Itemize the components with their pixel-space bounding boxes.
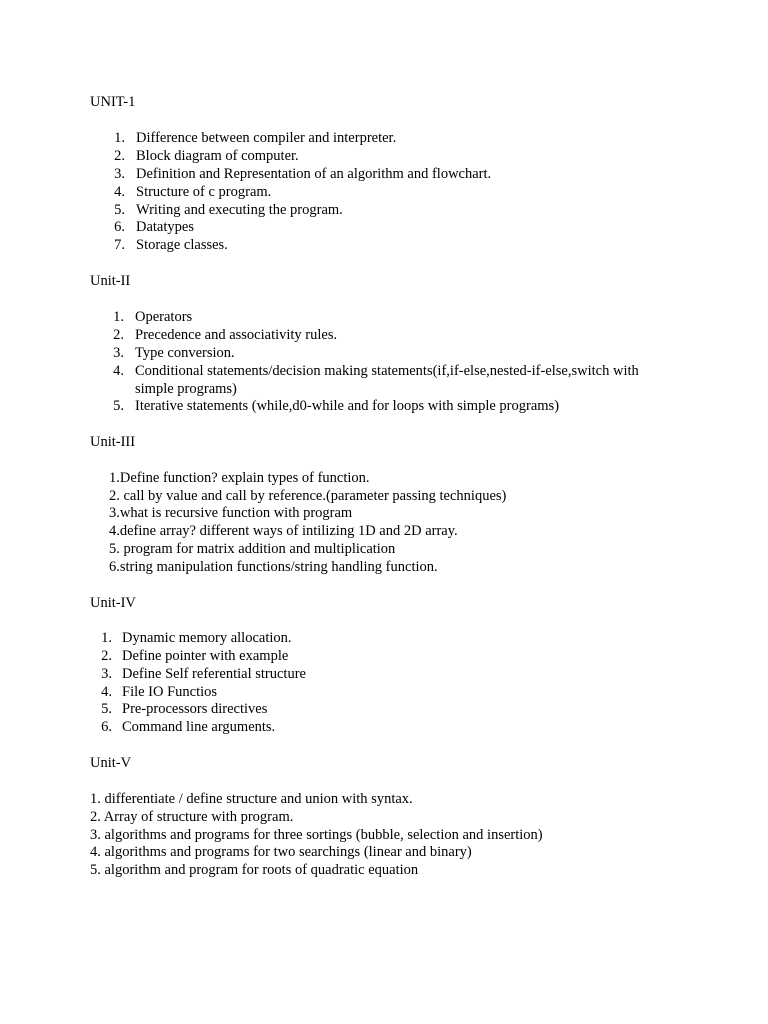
list-item-number: 1. — [113, 309, 124, 325]
list-item-text: Operators — [135, 309, 193, 325]
list-item-number: 5. — [113, 398, 124, 414]
list-item-text: Pre-processors directives — [122, 701, 268, 717]
list-item-number: 3. — [101, 666, 112, 682]
list-item: 4.define array? different ways of intilizing 1D and 2D array. — [109, 523, 458, 539]
list-item-number: 6. — [114, 219, 125, 235]
list-item-text: Datatypes — [136, 219, 194, 235]
list-item-number: 3. — [113, 345, 124, 361]
list-item: 2. Array of structure with program. — [90, 809, 294, 825]
list-item-number: 4. — [114, 184, 125, 200]
list-item-number: 7. — [114, 237, 125, 253]
list-item-text: Definition and Representation of an algorithm and flowchart. — [136, 166, 492, 182]
list-item-number: 2. — [113, 327, 124, 343]
list-item-number: 4. — [113, 363, 124, 379]
list-item-number: 4. — [101, 684, 112, 700]
list-item-text: Storage classes. — [136, 237, 228, 253]
list-item-text: Type conversion. — [135, 345, 235, 361]
list-item-number: 2. — [114, 148, 125, 164]
list-item-number: 5. — [101, 701, 112, 717]
unit-3-heading: Unit-III — [90, 434, 136, 450]
list-item: 5. algorithm and program for roots of quadratic equation — [90, 862, 419, 878]
list-item: 1.Define function? explain types of function. — [109, 470, 370, 486]
list-item-text: Iterative statements (while,d0-while and for loops with simple programs) — [135, 398, 560, 414]
list-item: 3.what is recursive function with program — [109, 505, 353, 521]
list-item-text: Command line arguments. — [122, 719, 276, 735]
list-item-text: Precedence and associativity rules. — [135, 327, 338, 343]
list-item-text: Writing and executing the program. — [136, 202, 343, 218]
list-item-text: Define Self referential structure — [122, 666, 306, 682]
list-item-number: 6. — [101, 719, 112, 735]
list-item: 2. call by value and call by reference.(parameter passing techniques) — [109, 488, 507, 504]
list-item-text: Conditional statements/decision making statements(if,if-else,nested-if-else,switch with simple programs) — [135, 363, 639, 397]
unit-4-heading: Unit-IV — [90, 595, 136, 611]
list-item: 3. algorithms and programs for three sortings (bubble, selection and insertion) — [90, 827, 543, 843]
list-item-number: 3. — [114, 166, 125, 182]
list-item: 6.string manipulation functions/string handling function. — [109, 559, 438, 575]
list-item: 4. algorithms and programs for two searchings (linear and binary) — [90, 844, 472, 860]
list-item-number: 5. — [114, 202, 125, 218]
list-item-text: Difference between compiler and interpreter. — [136, 130, 397, 146]
unit-5-heading: Unit-V — [90, 755, 132, 771]
list-item-text: File IO Functios — [122, 684, 218, 700]
list-item: 5. program for matrix addition and multiplication — [109, 541, 396, 557]
list-item-text: Define pointer with example — [122, 648, 289, 664]
unit-2-heading: Unit-II — [90, 273, 131, 289]
list-item-text: Structure of c program. — [136, 184, 272, 200]
list-item-number: 1. — [101, 630, 112, 646]
list-item-number: 2. — [101, 648, 112, 664]
list-item: 1. differentiate / define structure and union with syntax. — [90, 791, 413, 807]
list-item-number: 1. — [114, 130, 125, 146]
list-item-text: Block diagram of computer. — [136, 148, 299, 164]
unit-1-heading: UNIT-1 — [90, 94, 136, 110]
list-item-text: Dynamic memory allocation. — [122, 630, 292, 646]
